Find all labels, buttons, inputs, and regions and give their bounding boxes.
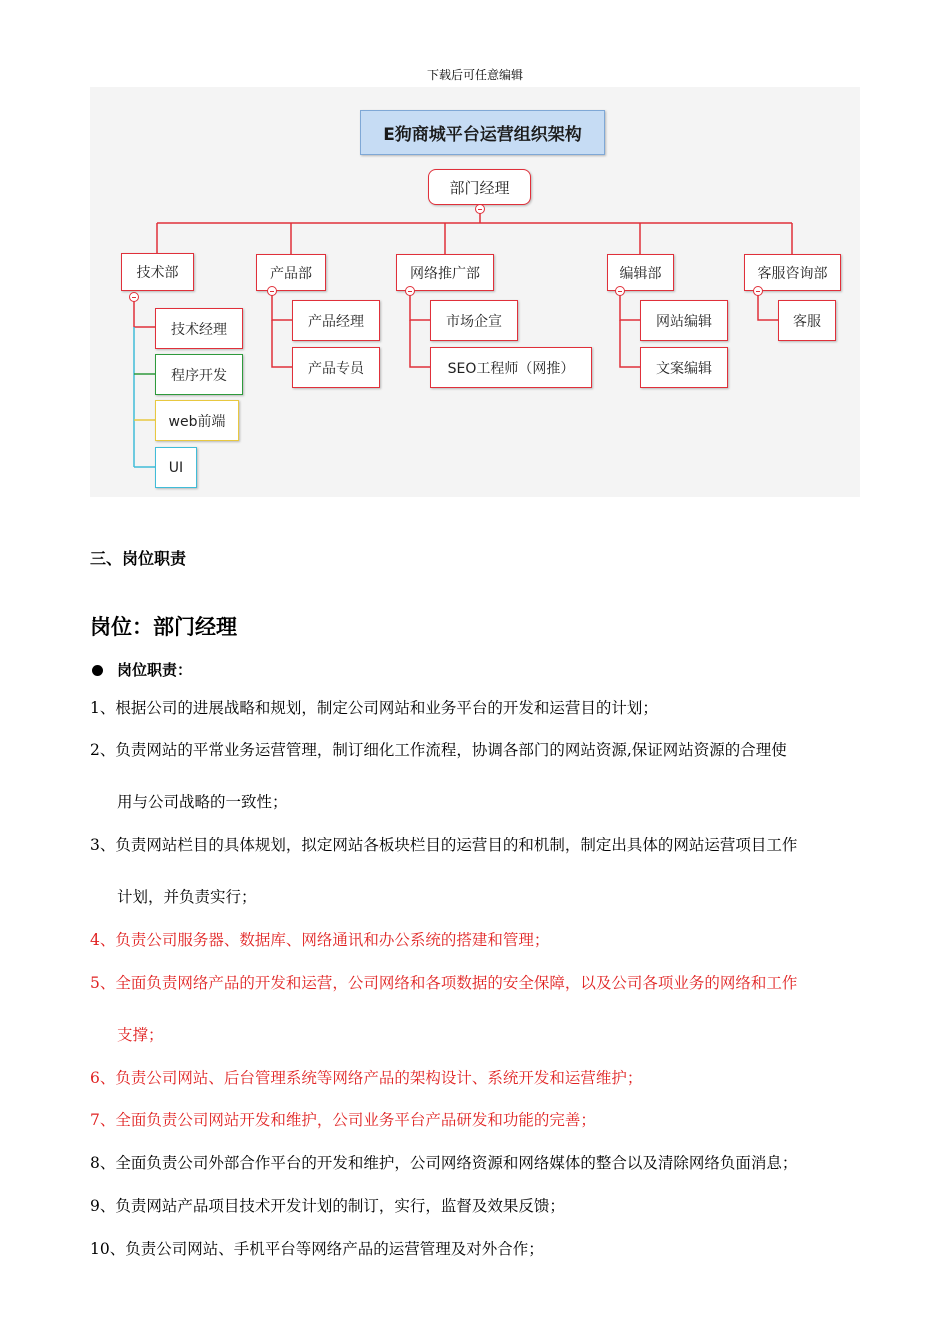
duty-item [90, 819, 865, 923]
role-node[interactable]: 程序开发 [155, 354, 243, 395]
dept-node-editorial[interactable]: 编辑部 [607, 254, 674, 291]
collapse-icon[interactable] [753, 286, 763, 296]
role-node[interactable]: SEO工程师（网推） [430, 347, 592, 388]
duty-text-cont: 计划，并负责实行； [117, 888, 257, 906]
duty-text-cont: 用与公司战略的一致性； [117, 793, 288, 811]
dept-node-tech[interactable]: 技术部 [121, 253, 194, 291]
collapse-icon[interactable] [615, 286, 625, 296]
collapse-icon[interactable] [267, 286, 277, 296]
duty-text: 4、负责公司服务器、数据库、网络通讯和办公系统的搭建和管理； [90, 931, 550, 949]
role-node[interactable]: 文案编辑 [640, 347, 728, 388]
dept-node-marketing[interactable]: 网络推广部 [396, 254, 494, 291]
collapse-icon[interactable] [475, 204, 485, 214]
duty-item [90, 1223, 865, 1275]
dept-node-service[interactable]: 客服咨询部 [744, 254, 841, 291]
chart-title: E狗商城平台运营组织架构 [360, 110, 605, 155]
role-node[interactable]: UI [155, 447, 197, 488]
role-node[interactable]: 客服 [778, 300, 836, 341]
duty-text: 8、全面负责公司外部合作平台的开发和维护，公司网络资源和网络媒体的整合以及清除网络负面消息； [90, 1154, 798, 1172]
org-chart [90, 87, 860, 497]
role-node[interactable]: 市场企宣 [430, 300, 518, 341]
duty-text: 1、根据公司的进展战略和规划，制定公司网站和业务平台的开发和运营目的计划； [90, 699, 658, 717]
duty-text-cont: 支撑； [117, 1026, 164, 1044]
post-title: 岗位：部门经理 [90, 615, 237, 639]
duty-text: 10、负责公司网站、手机平台等网络产品的运营管理及对外合作； [90, 1240, 544, 1258]
duties-heading [92, 659, 192, 680]
duty-text: 3、负责网站栏目的具体规划，拟定网站各板块栏目的运营目的和机制，制定出具体的网站运营项目工作 [90, 836, 798, 854]
duty-text: 6、负责公司网站、后台管理系统等网络产品的架构设计、系统开发和运营维护； [90, 1069, 643, 1087]
role-node[interactable]: web前端 [155, 400, 239, 441]
role-node[interactable]: 技术经理 [155, 308, 243, 349]
section-title: 三、岗位职责 [90, 549, 187, 568]
duty-item [90, 724, 865, 828]
root-node-manager[interactable]: 部门经理 [428, 169, 531, 205]
duty-text: 9、负责网站产品项目技术开发计划的制订，实行，监督及效果反馈； [90, 1197, 565, 1215]
role-node[interactable]: 产品专员 [292, 347, 380, 388]
duty-text: 5、全面负责网络产品的开发和运营，公司网络和各项数据的安全保障，以及公司各项业务的网络和工作 [90, 974, 798, 992]
collapse-icon[interactable] [405, 286, 415, 296]
duty-text: 2、负责网站的平常业务运营管理，制订细化工作流程，协调各部门的网站资源,保证网站资源的合理使 [90, 741, 787, 759]
role-node[interactable]: 产品经理 [292, 300, 380, 341]
page-header: 下载后可任意编辑 [426, 68, 523, 82]
dept-node-product[interactable]: 产品部 [256, 254, 326, 291]
collapse-icon[interactable] [129, 292, 139, 302]
duties-label: 岗位职责： [117, 661, 193, 679]
duty-text: 7、全面负责公司网站开发和维护，公司业务平台产品研发和功能的完善； [90, 1111, 596, 1129]
role-node[interactable]: 网站编辑 [640, 300, 728, 341]
duty-item [90, 957, 865, 1061]
bullet-icon [92, 665, 103, 676]
